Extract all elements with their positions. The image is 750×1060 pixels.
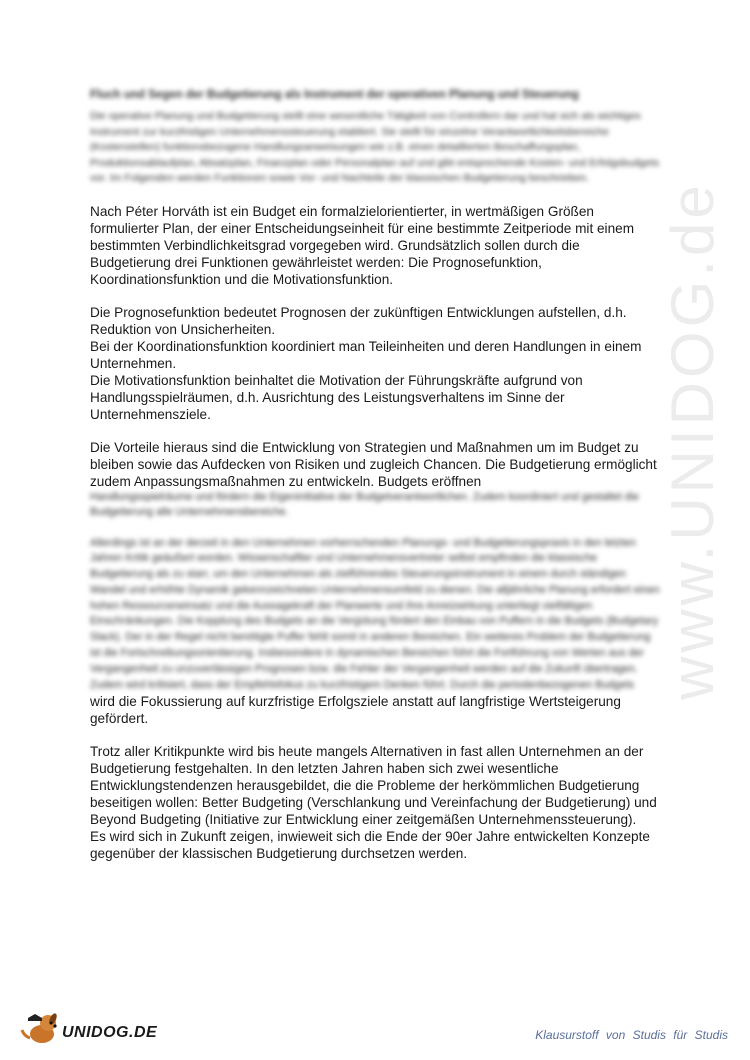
paragraph-advantages (90, 439, 662, 520)
watermark: www.UNIDOG.de (659, 181, 726, 700)
paragraph-criticism-visible: wird die Fokussierung auf kurzfristige Erfolgsziele anstatt auf langfristige Wertsteigerung gefördert. (90, 694, 621, 727)
paragraph-coordination: Bei der Koordinationsfunktion koordiniert man Teileinheiten und deren Handlungen in einem Unternehmen. (90, 338, 642, 371)
paragraph-definition: Nach Péter Horváth ist ein Budget ein formalzielorientierter, in wertmäßigen Größen formulierter Plan, der einer Entscheidungseinheit für eine bestimmte Zeitperiode mit einem bestimmten Verbindlichkeitsgrad vorgegeben wird. Grundsätzlich sollen durch die Budgetierung drei Funktionen gewährleistet werden: Die Prognosefunktion, Koordinationsfunktion und die Motivationsfunktion. (90, 203, 635, 287)
paragraph-advantages-blurred: Handlungsspielräume und fördern die Eigeninitiative der Budgetverantwortlichen. Zudem koordiniert und gestaltet die Budgetierung alle Unternehmensbereiche. (90, 490, 639, 518)
paragraph-outlook: Es wird sich in Zukunft zeigen, inwieweit sich die Ende der 90er Jahre entwickelten Konzepte gegenüber der klassischen Budgetierung durchsetzen werden. (90, 829, 650, 862)
document-title: Fluch und Segen der Budgetierung als Instrument der operativen Planung und Steuerung (90, 89, 579, 101)
paragraph-prognosis: Die Prognosefunktion bedeutet Prognosen der zukünftigen Entwicklungen aufstellen, d.h. Reduktion von Unsicherheiten. (90, 304, 627, 337)
intro-paragraph: Die operative Planung und Budgetierung stellt eine wesentliche Tätigkeit von Controllern dar und hat sich als wichtiges Instrument zur kurzfristigen Unternehmenssteuerung etabliert. Sie stellt für einzelne Verantwortlichkeitsbereiche (Kostenstellen) funktionsbezogene Handlungsanweisungen wie z.B. einen detaillierten Beschaffungsplan, Produktionsablaufplan, Absatzplan, Finanzplan oder Personalplan auf und gibt entsprechende Kosten- und Erfolgsbudgets vor. Im Folgenden werden Funktionen sowie Vor- und Nachteile der klassischen Budgetierung beschrieben. (90, 110, 660, 184)
paragraph-trends: Trotz aller Kritikpunkte wird bis heute mangels Alternativen in fast allen Unternehmen an der Budgetierung festgehalten. In den letzten Jahren haben sich zwei wesentliche Entwicklungstendenzen herausgebildet, die die Probleme der herkömmlichen Budgetierung beseitigen wollen: Better Budgeting (Verschlankung und Vereinfachung der Budgetierung) und Beyond Budgeting (Initiative zur Entwicklung einer zeitgemäßen Unternehmenssteuerung). (90, 744, 657, 828)
document-body (90, 88, 662, 878)
unidog-logo (20, 1010, 157, 1046)
logo-text: UNIDOG.DE (62, 1024, 158, 1041)
dog-mascot-icon (20, 1010, 64, 1046)
paragraph-motivation: Die Motivationsfunktion beinhaltet die Motivation der Führungskräfte aufgrund von Handlungsspielräumen, d.h. Ausrichtung des Leistungsverhaltens im Sinne der Unternehmensziele. (90, 372, 583, 422)
paragraph-criticism-blurred: Allerdings ist an der derzeit in den Unternehmen vorherrschenden Planungs- und Budgetierungspraxis in den letzten Jahren Kritik geäußert worden. Wissenschaftler und Unternehmensvertreter selbst empfinden die klassische Budgetierung als zu starr, um den Unternehmen als zielführendes Steuerungsinstrument in einem durch ständigen Wandel und erhöhte Dynamik gekennzeichneten Unternehmensumfeld zu dienen. Die alljährliche Planung erfordert einen hohen Ressourceneinsatz und die Aussagekraft der Planwerte und ihre Anreizwirkung unterliegt vielfältigen Einschränkungen. Die Kopplung des Budgets an die Vergütung fördert den Einbau von Puffern in die Budgets (Budgetary Slack). Der in der Regel nicht benötigte Puffer fehlt somit in anderen Bereichen. Ein weiteres Problem der Budgetierung ist die Fortschreibungsorientierung. Insbesondere in dynamischen Bereichen führt die Fortführung von Werten aus der Vergangenheit zu unzuverlässigen Prognosen bzw. die Fehler der Vergangenheit werden auf die Zukunft übertragen. Zudem wird kritisiert, dass der Empfehlsfokus zu kurzfristigem Denken führt. Durch die periodenbezogenen Budgets (90, 536, 660, 691)
footer-tagline: Klausurstoff von Studis für Studis (535, 1028, 728, 1042)
paragraph-criticism (90, 536, 662, 728)
paragraph-advantages-visible: Die Vorteile hieraus sind die Entwicklung von Strategien und Maßnahmen um im Budget zu bleiben sowie das Aufdecken von Risiken und zugleich Chancen. Die Budgetierung ermöglicht zudem Anpassungsmaßnahmen zu entwickeln. Budgets eröffnen (90, 439, 657, 489)
